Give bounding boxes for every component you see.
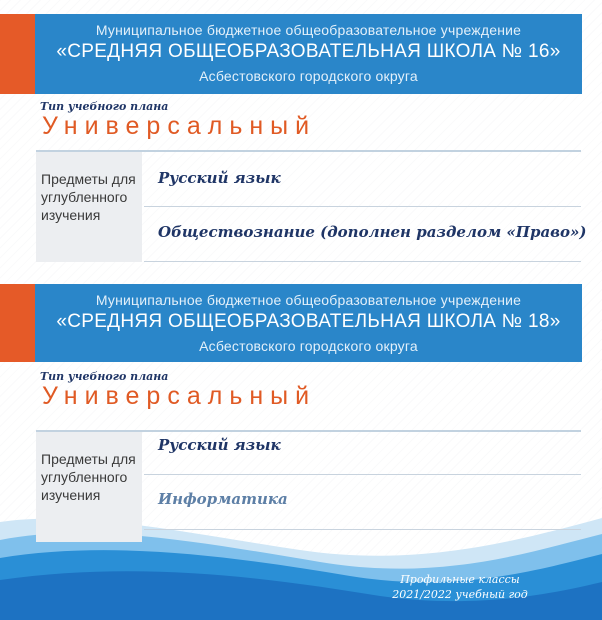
- footer-year: 2021/2022 учебный год: [392, 588, 528, 601]
- school-header: [35, 14, 582, 94]
- plan-type-caption: Тип учебного плана: [40, 100, 169, 113]
- plan-type-value: Универсальный: [42, 112, 317, 140]
- header-institution-type: Муниципальное бюджетное общеобразовательное учреждение: [95, 292, 522, 308]
- header-institution-type: Муниципальное бюджетное общеобразовательное учреждение: [95, 22, 522, 38]
- accent-bar: [0, 14, 35, 94]
- plan-type-value: Универсальный: [42, 382, 317, 410]
- plan-type-caption: Тип учебного плана: [40, 370, 169, 383]
- footer-caption: [370, 572, 550, 602]
- subjects-label: Предметы для углубленного изучения: [36, 152, 142, 262]
- row-divider: [144, 529, 581, 530]
- subject-item: Обществознание (дополнен разделом «Право»): [158, 223, 587, 241]
- header-district: Асбестовского городского округа: [199, 338, 418, 354]
- subject-item: Информатика: [158, 490, 288, 508]
- row-divider: [144, 474, 581, 475]
- school-header: [35, 284, 582, 362]
- row-divider: [144, 261, 581, 262]
- subjects-label: Предметы для углубленного изучения: [36, 432, 142, 542]
- accent-bar: [0, 284, 35, 362]
- header-district: Асбестовского городского округа: [199, 68, 418, 84]
- footer-title: Профильные классы: [400, 573, 520, 586]
- header-school-name: «СРЕДНЯЯ ОБЩЕОБРАЗОВАТЕЛЬНАЯ ШКОЛА № 18»: [56, 311, 561, 332]
- subject-item: Русский язык: [158, 436, 281, 454]
- header-school-name: «СРЕДНЯЯ ОБЩЕОБРАЗОВАТЕЛЬНАЯ ШКОЛА № 16»: [56, 41, 561, 62]
- subject-item: Русский язык: [158, 169, 281, 187]
- row-divider: [144, 206, 581, 207]
